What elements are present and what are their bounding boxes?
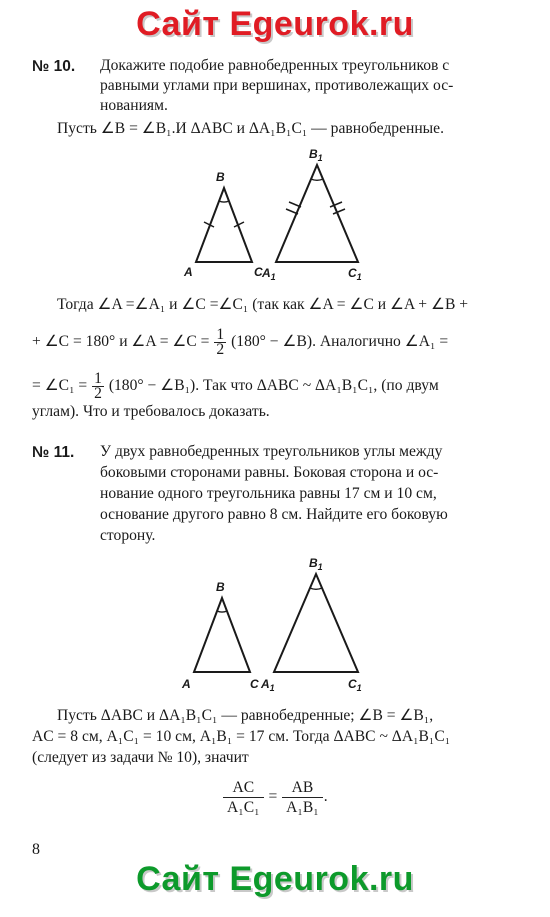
fraction-one-half: $\frac{1}{2}$ <box>94 370 102 402</box>
problem-10-statement-line-1: Докажите подобие равнобедренных треугольников с <box>100 57 450 74</box>
site-watermark-bottom: Сайт Egeurok.ru <box>136 860 414 898</box>
problem-11-solution-line-2: AC = 8 см, A₁C₁ = 10 см, A₁B₁ = 17 см. Тогда ΔABC ~ ΔA₁B₁C₁ <box>32 728 451 745</box>
problem-10-given: Пусть ∠B = ∠B₁.И ΔABC и ΔA₁B₁C₁ — равнобедренные. <box>57 120 444 137</box>
problem-10-statement-line-3: нованиям. <box>100 97 168 114</box>
similarity-ratio: $\frac{AC}{\text{A₁C₁}}$ = $\frac{AB}{\text{A₁B₁}}$ . <box>222 778 328 817</box>
angle-b1-arc <box>311 179 323 180</box>
label-a: A <box>182 677 191 691</box>
problem-11-statement-line-2: боковыми сторонами равны. Боковая сторона и ос- <box>100 464 439 481</box>
problem-10-solution-line-3: = ∠C₁ = $\frac{1}{2}$ (180° − ∠B₁). Так что ΔABC ~ ΔA₁B₁C₁, (по двум <box>32 370 439 402</box>
angle-b1-arc <box>310 588 322 589</box>
triangle-a1b1c1 <box>276 165 358 262</box>
problem-11-statement-line-4: основание другого равно 8 см. Найдите его боковую <box>100 506 448 523</box>
problem-11-statement-line-1: У двух равнобедренных треугольников углы между <box>100 443 443 460</box>
triangle-abc-11 <box>194 598 250 672</box>
tick-mark <box>333 209 345 214</box>
label-a1: $A_1$ <box>262 266 276 282</box>
triangle-abc <box>196 188 252 262</box>
problem-11-statement-line-3: нование одного треугольника равны 17 см и 10 см, <box>100 485 437 502</box>
site-watermark-top: Сайт Egeurok.ru <box>136 5 414 43</box>
label-c1: $C_1$ <box>348 266 362 282</box>
fraction-ab-over-a1b1: $\frac{AB}{\text{A₁B₁}}$ <box>282 778 323 817</box>
problem-11-statement-line-5: сторону. <box>100 527 156 544</box>
label-c1: $C_1$ <box>348 677 362 693</box>
problem-10-solution-line-2: + ∠C = 180° и ∠A = ∠C = $\frac{1}{2}$ (180° − ∠B). Аналогично ∠A₁ = <box>32 326 449 358</box>
problem-10-number: № 10. <box>32 58 76 75</box>
problem-11-solution-line-1: Пусть ΔABC и ΔA₁B₁C₁ — равнобедренные; ∠B = ∠B₁, <box>57 707 434 724</box>
label-b1: $B_1$ <box>309 556 323 572</box>
angle-b-arc <box>219 201 229 202</box>
label-b: B <box>216 170 225 184</box>
problem-10-solution-line-1: Тогда ∠A =∠A₁ и ∠C =∠C₁ (так как ∠A = ∠C и ∠A + ∠B + <box>57 296 469 313</box>
label-a: A <box>184 265 193 279</box>
problem-11-solution-line-3: (следует из задачи № 10), значит <box>32 749 249 766</box>
label-b: B <box>216 580 225 594</box>
tick-mark <box>286 209 298 214</box>
tick-mark <box>289 202 301 207</box>
tick-mark <box>330 202 342 207</box>
problem-11-number: № 11. <box>32 444 75 461</box>
angle-b-arc <box>217 611 227 612</box>
fraction-one-half: $\frac{1}{2}$ <box>216 326 225 358</box>
label-b1: $B_1$ <box>309 147 323 163</box>
fraction-ac-over-a1c1: $\frac{AC}{\text{A₁C₁}}$ <box>223 778 264 817</box>
page-number: 8 <box>32 841 40 858</box>
label-c: C <box>254 265 263 279</box>
problem-10-statement-line-2: равными углами при вершинах, противолежащих ос- <box>100 77 454 94</box>
problem-10-solution-line-4: углам). Что и требовалось доказать. <box>32 403 270 420</box>
label-c: C <box>250 677 259 691</box>
label-a1: $A_1$ <box>261 677 275 693</box>
